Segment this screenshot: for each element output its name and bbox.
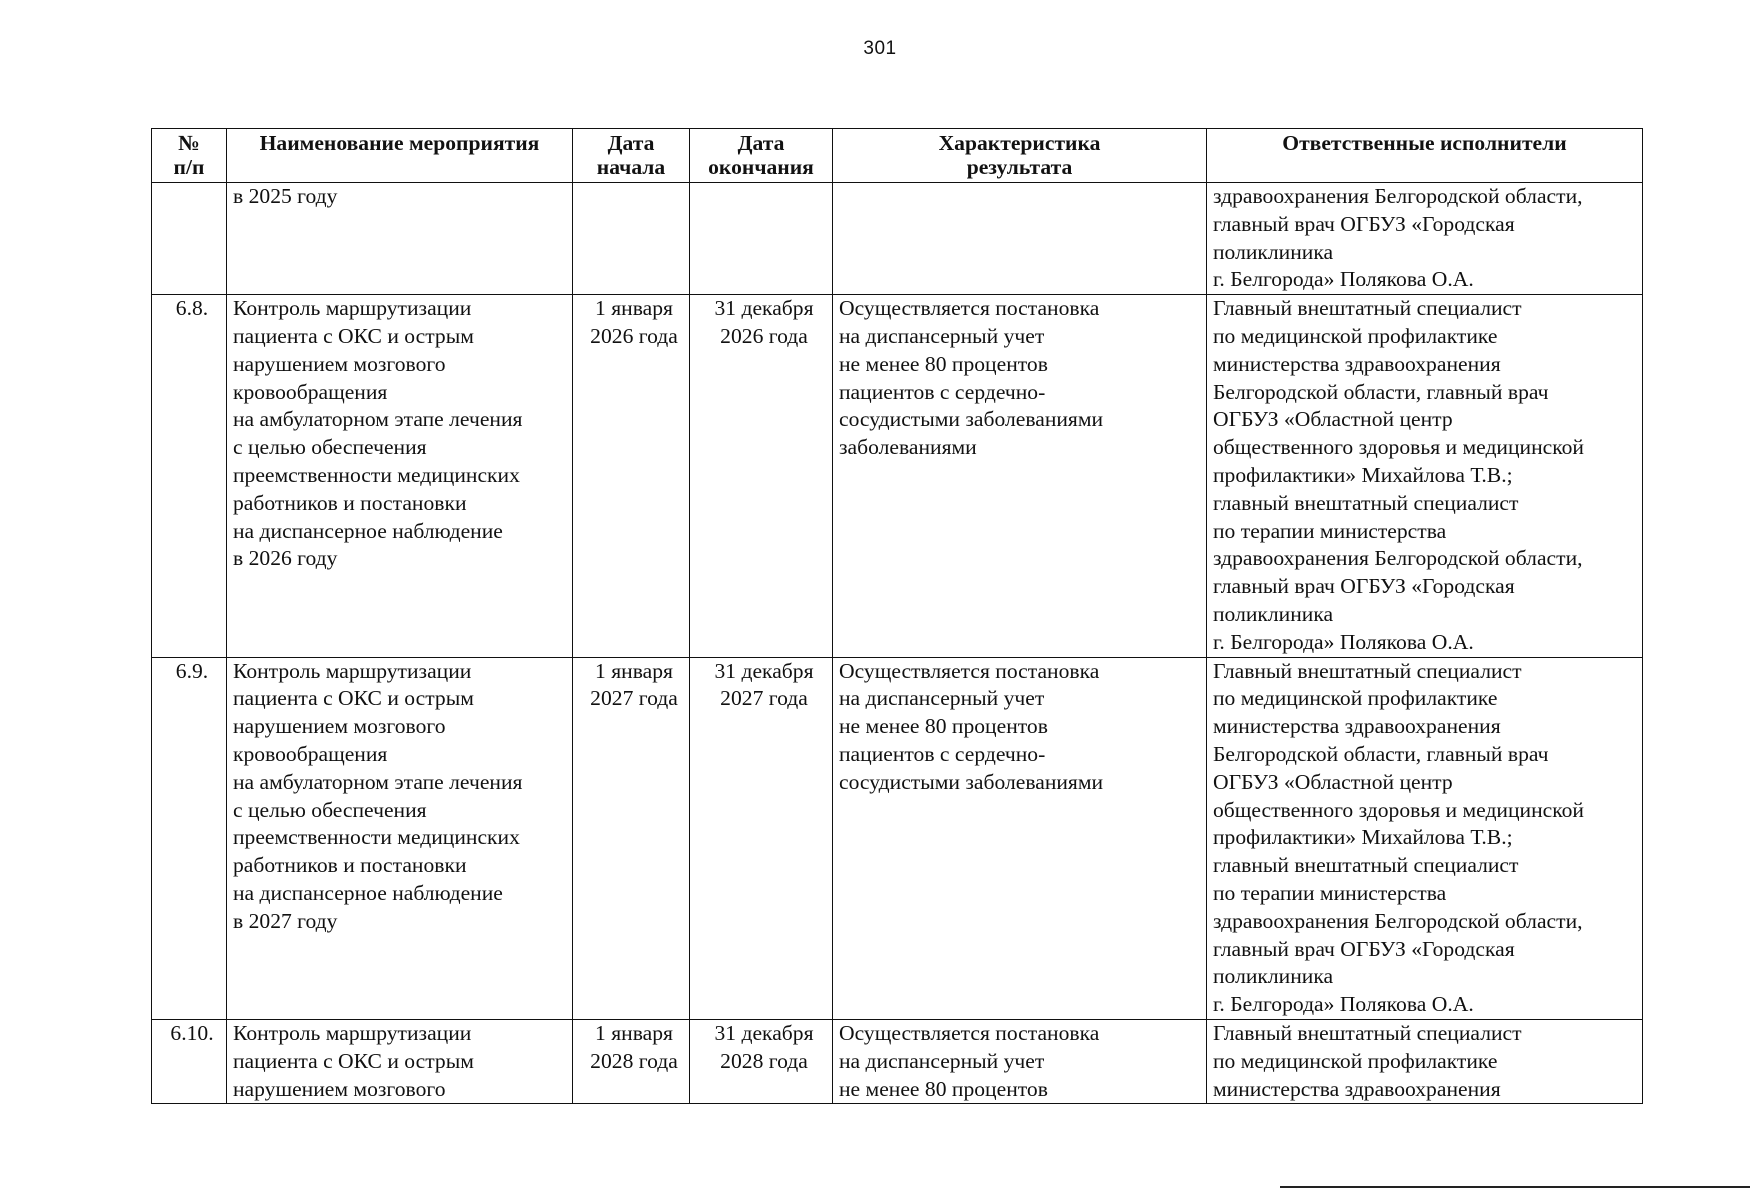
cell-line: профилактики» Михайлова Т.В.; [1213, 825, 1513, 850]
cell-line: общественного здоровья и медицинской [1213, 435, 1584, 460]
cell-line: г. Белгорода» Полякова О.А. [1213, 629, 1474, 654]
cell-line: главный врач ОГБУЗ «Городская [1213, 211, 1515, 236]
cell-line: Белгородской области, главный врач [1213, 741, 1549, 766]
cell-responsible [1207, 657, 1643, 1019]
header-responsible: Ответственные исполнители [1207, 129, 1643, 183]
cell-line: на диспансерный учет [839, 323, 1045, 348]
cell-line: на диспансерное наблюдение [233, 880, 503, 905]
cell-num: 6.8. [152, 295, 227, 657]
cell-line: 2027 года [720, 686, 808, 711]
cell-responsible [1207, 295, 1643, 657]
cell-line: 2028 года [720, 1048, 808, 1073]
cell-line: на диспансерный учет [839, 1048, 1045, 1073]
cell-line: по терапии министерства [1213, 518, 1447, 543]
cell-line: 2026 года [720, 323, 808, 348]
cell-num: 6.9. [152, 657, 227, 1019]
cell-line: поликлиника [1213, 601, 1334, 626]
cell-result [833, 295, 1207, 657]
events-table [151, 128, 1643, 1104]
cell-line: 1 января [595, 296, 673, 321]
cell-name [227, 1019, 573, 1103]
cell-line: пациентов с сердечно- [839, 379, 1046, 404]
cell-line: не менее 80 процентов [839, 714, 1048, 739]
cell-line: пациента с ОКС и острым [233, 686, 474, 711]
cell-line: министерства здравоохранения [1213, 351, 1501, 376]
cell-line: ОГБУЗ «Областной центр [1213, 407, 1453, 432]
cell-line: в 2027 году [233, 908, 338, 933]
cell-end-date [690, 1019, 833, 1103]
cell-line: Осуществляется постановка [839, 1020, 1100, 1045]
cell-line: поликлиника [1213, 964, 1334, 989]
cell-responsible [1207, 1019, 1643, 1103]
cell-line: работников и постановки [233, 490, 467, 515]
cell-line: общественного здоровья и медицинской [1213, 797, 1584, 822]
cell-line: г. Белгорода» Полякова О.А. [1213, 267, 1474, 292]
cell-line: кровообращения [233, 741, 388, 766]
cell-line: не менее 80 процентов [839, 351, 1048, 376]
cell-line: Осуществляется постановка [839, 658, 1100, 683]
cell-line: Контроль маршрутизации [233, 296, 472, 321]
cell-line: сосудистыми заболеваниями [839, 407, 1104, 432]
cell-line: сосудистыми заболеваниями [839, 769, 1104, 794]
cell-line: 31 декабря [714, 1020, 814, 1045]
cell-line: Осуществляется постановка [839, 296, 1100, 321]
header-end-date: Дата окончания [690, 129, 833, 183]
table-row [152, 1019, 1643, 1103]
cell-result [833, 657, 1207, 1019]
cell-line: по медицинской профилактике [1213, 686, 1498, 711]
cell-line: главный внештатный специалист [1213, 490, 1519, 515]
table-row [152, 657, 1643, 1019]
cell-line: поликлиника [1213, 239, 1334, 264]
cell-line: Главный внештатный специалист [1213, 658, 1522, 683]
cell-responsible [1207, 183, 1643, 295]
cell-start-date [573, 1019, 690, 1103]
cell-line: кровообращения [233, 379, 388, 404]
cell-line: в 2026 году [233, 546, 338, 571]
cell-start-date [573, 295, 690, 657]
cell-line: нарушением мозгового [233, 351, 446, 376]
cell-line: 31 декабря [714, 658, 814, 683]
cell-line: по медицинской профилактике [1213, 323, 1498, 348]
cell-line: на амбулаторном этапе лечения [233, 769, 523, 794]
cell-num: 6.10. [152, 1019, 227, 1103]
cell-line: министерства здравоохранения [1213, 714, 1501, 739]
cell-line: здравоохранения Белгородской области, [1213, 908, 1583, 933]
cell-name [227, 657, 573, 1019]
cell-line: Контроль маршрутизации [233, 658, 472, 683]
cell-line: 2028 года [590, 1048, 678, 1073]
cell-line: Белгородской области, главный врач [1213, 379, 1549, 404]
cell-line: с целью обеспечения [233, 797, 427, 822]
cell-line: на амбулаторном этапе лечения [233, 407, 523, 432]
cell-line: главный врач ОГБУЗ «Городская [1213, 574, 1515, 599]
cell-line: нарушением мозгового [233, 1076, 446, 1101]
cell-line: не менее 80 процентов [839, 1076, 1048, 1101]
table-header-row [152, 129, 1643, 183]
cell-line: 1 января [595, 658, 673, 683]
cell-line: главный внештатный специалист [1213, 853, 1519, 878]
table-row [152, 183, 1643, 295]
cell-line: Главный внештатный специалист [1213, 296, 1522, 321]
cell-line: заболеваниями [839, 435, 977, 460]
cell-line: с целью обеспечения [233, 435, 427, 460]
page-number: 301 [863, 38, 897, 59]
header-start-date: Дата начала [573, 129, 690, 183]
cell-line: здравоохранения Белгородской области, [1213, 546, 1583, 571]
cell-line: 2026 года [590, 323, 678, 348]
table-row [152, 295, 1643, 657]
scan-edge-line [1280, 1186, 1750, 1188]
cell-end-date [690, 183, 833, 295]
cell-line: Главный внештатный специалист [1213, 1020, 1522, 1045]
header-result: Характеристика результата [833, 129, 1207, 183]
cell-line: на диспансерный учет [839, 686, 1045, 711]
cell-start-date [573, 657, 690, 1019]
header-num: № п/п [152, 129, 227, 183]
cell-line: пациента с ОКС и острым [233, 1048, 474, 1073]
cell-line: преемственности медицинских [233, 825, 520, 850]
cell-line: в 2025 году [233, 184, 338, 208]
cell-start-date [573, 183, 690, 295]
cell-line: 31 декабря [714, 296, 814, 321]
cell-name [227, 183, 573, 295]
cell-num [152, 183, 227, 295]
cell-line: работников и постановки [233, 853, 467, 878]
cell-name [227, 295, 573, 657]
cell-line: здравоохранения Белгородской области, [1213, 184, 1583, 208]
cell-line: ОГБУЗ «Областной центр [1213, 769, 1453, 794]
cell-line: на диспансерное наблюдение [233, 518, 503, 543]
cell-line: пациента с ОКС и острым [233, 323, 474, 348]
cell-line: 2027 года [590, 686, 678, 711]
cell-line: преемственности медицинских [233, 462, 520, 487]
cell-result [833, 183, 1207, 295]
header-name: Наименование мероприятия [227, 129, 573, 183]
cell-result [833, 1019, 1207, 1103]
cell-line: г. Белгорода» Полякова О.А. [1213, 992, 1474, 1017]
cell-line: 1 января [595, 1020, 673, 1045]
cell-line: по терапии министерства [1213, 880, 1447, 905]
cell-end-date [690, 295, 833, 657]
cell-line: нарушением мозгового [233, 714, 446, 739]
cell-line: Контроль маршрутизации [233, 1020, 472, 1045]
cell-line: министерства здравоохранения [1213, 1076, 1501, 1101]
cell-end-date [690, 657, 833, 1019]
cell-line: главный врач ОГБУЗ «Городская [1213, 936, 1515, 961]
cell-line: профилактики» Михайлова Т.В.; [1213, 462, 1513, 487]
cell-line: по медицинской профилактике [1213, 1048, 1498, 1073]
cell-line: пациентов с сердечно- [839, 741, 1046, 766]
